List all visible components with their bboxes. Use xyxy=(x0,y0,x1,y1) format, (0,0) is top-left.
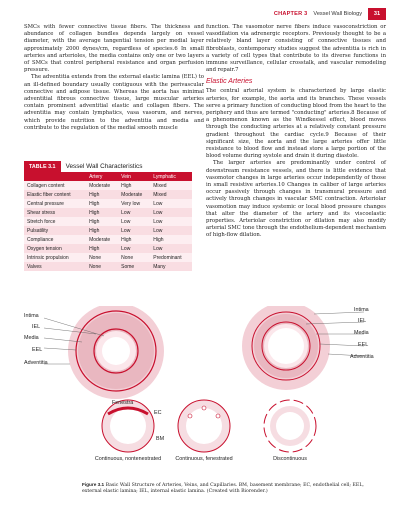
table-header-row xyxy=(24,173,192,181)
table-row xyxy=(24,244,192,253)
table-cell: Low xyxy=(118,226,150,235)
left-paragraph-2: The adventitia extends from the external elastic lamina (EEL) to an ill-defined boundary usually contiguous with the perivascular connective and adipose tissue. Whereas the aorta has minimal adventitial fibrous connective tissue, large muscular arteries contain prominent adventitial elastic and collagen fibers. The adventitia may contain lymphatics, vasa vasorum, and nerves, which provide nutrition to the adventitia and media and contribute to the regulation of the medial smooth muscle xyxy=(24,74,204,131)
table-cell: Oxygen tension xyxy=(24,244,86,253)
fig-left-label-media: Media xyxy=(24,335,39,341)
fig-left-label-iel: IEL xyxy=(32,324,41,330)
left-column xyxy=(24,24,204,132)
table-label: TABLE 3.1 xyxy=(24,161,61,173)
table-cell: Predominant xyxy=(150,253,192,262)
capillary-discontinuous xyxy=(264,400,316,452)
table-cell: Intrinsic propulsion xyxy=(24,253,86,262)
table-header-cell: Artery xyxy=(86,173,118,181)
table-cell: Low xyxy=(150,208,192,217)
table-cell: Low xyxy=(118,244,150,253)
table-row xyxy=(24,262,192,271)
table-header-cell: Lymphatic xyxy=(150,173,192,181)
vessel-wall-table xyxy=(24,161,192,271)
table-cell: Low xyxy=(150,199,192,208)
table-cell: None xyxy=(118,253,150,262)
table-row xyxy=(24,253,192,262)
table-cell: High xyxy=(150,235,192,244)
capillary-label-discontinuous: Discontinuous xyxy=(273,456,307,462)
table-header-cell: Vein xyxy=(118,173,150,181)
bm-label: BM xyxy=(156,436,165,442)
table-cell: Moderate xyxy=(86,235,118,244)
fenestra-dot xyxy=(216,414,220,418)
vein-lumen xyxy=(268,328,304,364)
table-cell: High xyxy=(118,235,150,244)
chapter-label: CHAPTER 3 xyxy=(273,11,308,17)
table-cell: High xyxy=(86,244,118,253)
fig-left-label-adventitia: Adventitia xyxy=(24,360,48,366)
capillary-lumen-1 xyxy=(110,408,146,444)
table-cell: High xyxy=(86,226,118,235)
table-cell: Valves xyxy=(24,262,86,271)
capillary-fenestrated xyxy=(178,400,230,452)
right-paragraph-2: The central arterial system is characterized by large elastic arteries, for example, the aorta and its branches. These vessels serve a primary function of conducting blood from the heart to the periphery and thus are termed "conducting" arteries.8 Because of a phenomenon known as the Windkessel effect, blood moves through the conducting arteries at a relatively constant pressure gradient throughout the cardiac cycle.9 Because of their significant size, the aorta and the large arteries offer little resistance to blood flow and instead store a large portion of the blood volume during systole and drain it during diastole. xyxy=(206,88,386,160)
table-cell: High xyxy=(86,217,118,226)
table-cell: Low xyxy=(150,244,192,253)
fig-right-label-adventitia: Adventitia xyxy=(350,354,374,360)
left-paragraph-1: SMCs with fewer connective tissue fibers. The thickness and abundance of collagen bundles depends largely on vessel diameter, with the average tangential tension per medial layer approximately 2000 dynes/cm, regardless of species.6 In small arteries and arterioles, the media contains only one or two layers of SMCs that control peripheral resistance and organ perfusion pressure. xyxy=(24,24,204,74)
figure-drawing xyxy=(24,306,376,476)
fenestra-dot xyxy=(202,406,206,410)
table-row xyxy=(24,190,192,199)
figure-caption-text: Basic Wall Structure of Arteries, Veins, and Capillaries. BM, basement membrane; EC, endothelial cell; EEL, external elastic lamina; IEL, internal elastic lamina. (Created with Biorender.) xyxy=(82,483,364,495)
figure-vessel-structure xyxy=(24,306,376,476)
table-cell: Many xyxy=(150,262,192,271)
table-cell: Pulsatility xyxy=(24,226,86,235)
table-cell: Elastic fiber content xyxy=(24,190,86,199)
fig-right-label-intima: Intima xyxy=(354,307,369,313)
figure-caption-label: Figure 3.1 xyxy=(82,482,105,487)
table-cell: Central pressure xyxy=(24,199,86,208)
table-cell: High xyxy=(118,181,150,190)
ec-label: EC xyxy=(154,410,162,416)
table-row xyxy=(24,181,192,190)
table-cell: Low xyxy=(118,217,150,226)
fig-left-label-intima: Intima xyxy=(24,313,39,319)
table-cell: None xyxy=(86,253,118,262)
table-title: Vessel Wall Characteristics xyxy=(65,163,143,170)
capillary-lumen-2 xyxy=(186,408,222,444)
table-cell: None xyxy=(86,262,118,271)
table-row xyxy=(24,235,192,244)
table-header-cell xyxy=(24,173,86,181)
table-row xyxy=(24,208,192,217)
table-cell: Mixed xyxy=(150,181,192,190)
figure-caption xyxy=(82,482,382,496)
table-grid xyxy=(24,173,192,271)
artery-lumen xyxy=(102,337,130,365)
table-cell: Low xyxy=(150,217,192,226)
capillary-continuous xyxy=(102,400,154,452)
capillary-lumen-3 xyxy=(276,412,304,440)
fig-right-label-iel: IEL xyxy=(358,318,367,324)
table-cell: High xyxy=(86,208,118,217)
artery-illustration xyxy=(68,306,164,399)
table-cell: Some xyxy=(118,262,150,271)
fenestra-dot xyxy=(188,414,192,418)
fig-left-label-eel: EEL xyxy=(32,347,43,353)
table-cell: Shear stress xyxy=(24,208,86,217)
table-cell: Moderate xyxy=(86,181,118,190)
right-paragraph-3: The larger arteries are predominantly under control of downstream resistance vessels, and there is little evidence that vasomotor changes in large arteries occur independently of those in small resistive arteries.10 Changes in caliber of large arteries occur passively through changes in transmural pressure and actively through changes in vascular SMC contraction. Arteriolar vasomotion may induce systemic or local blood pressure changes that alter the diameter of the artery and its viscoelastic properties. Arteriolar constriction or dilation may also modify arterial SMC tone through the endothelium-dependent mechanism of high-flow dilation. xyxy=(206,160,386,239)
table-cell: Compliance xyxy=(24,235,86,244)
table-row xyxy=(24,199,192,208)
table-cell: Low xyxy=(150,226,192,235)
table-cell: Low xyxy=(118,208,150,217)
table-caption xyxy=(24,161,192,173)
fig-right-label-eel: EEL xyxy=(358,342,369,348)
chapter-title: Vessel Wall Biology xyxy=(313,11,362,17)
right-column xyxy=(206,24,386,240)
table-row xyxy=(24,226,192,235)
table-cell: High xyxy=(86,199,118,208)
table-cell: Stretch force xyxy=(24,217,86,226)
vein-illustration xyxy=(242,306,330,390)
table-cell: Very low xyxy=(118,199,150,208)
table-cell: Moderate xyxy=(118,190,150,199)
table-cell: High xyxy=(86,190,118,199)
table-cell: Mixed xyxy=(150,190,192,199)
page-number: 31 xyxy=(368,8,386,20)
capillary-label-fenestrated: Continuous, fenestrated xyxy=(175,456,233,462)
capillary-label-continuous: Continuous, nontenestrated xyxy=(94,456,162,462)
table-cell: Collagen content xyxy=(24,181,86,190)
right-paragraph-1: function. The vasomotor nerve fibers induce vasoconstriction or vasodilation via adrenergic receptors. Previously thought to be a relatively bland layer consisting of connective tissues and fibroblasts, contemporary studies suggest the adventitia is rich in a variety of cell types that contribute to its diverse functions in immune surveillance, cellular crosstalk, and vascular remodeling and repair.7 xyxy=(206,24,386,74)
table-row xyxy=(24,217,192,226)
section-heading: Elastic Arteries xyxy=(206,78,253,86)
fenestra-label: Fenestra xyxy=(112,400,134,406)
running-header xyxy=(274,8,386,20)
fig-right-label-media: Media xyxy=(354,330,369,336)
